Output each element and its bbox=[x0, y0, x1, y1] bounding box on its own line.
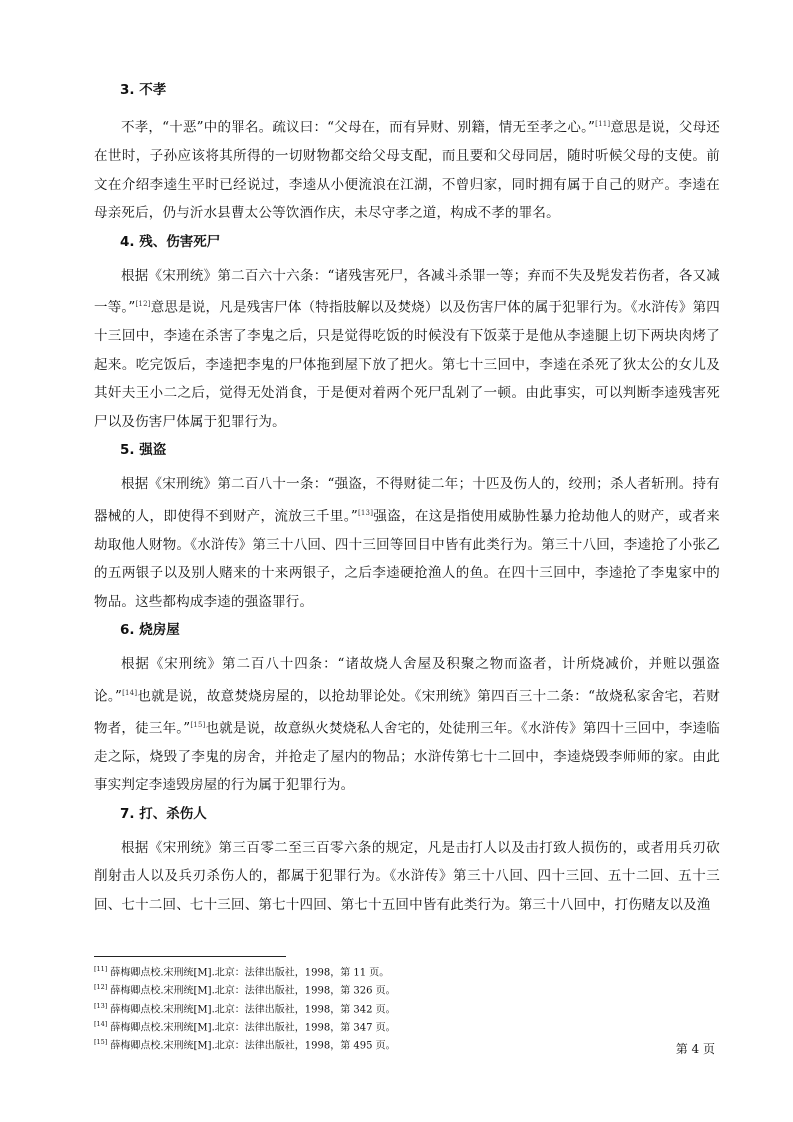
paragraph-text: 根据《宋刑统》第三百零二至三百零六条的规定，凡是击打人以及击打致人损伤的，或者用兵刃砍削射击人以及兵刃杀伤人的，都属于犯罪行为。《水浒传》第三十八回、四十三回、五十二回、五十三回、七十二回、七十三回、第七十四回、第七十五回中皆有此类行为。第三十八回中，打伤赌友以及渔 bbox=[94, 839, 720, 913]
footnote-number: [12] bbox=[94, 983, 108, 992]
paragraph-text: 强盗，在这是指使用威胁性暴力抢劫他人的财产，或者来劫取他人财物。《水浒传》第三十八回、四十三回等回目中皆有此类行为。第三十八回，李逵抢了小张乙的五两银子以及别人赌来的十来两银子，之后李逵硬抢渔人的鱼。在四十三回中，李逵抢了李鬼家中的物品。这些都构成李逵的强盗罪行。 bbox=[94, 508, 720, 610]
footnote bbox=[94, 1017, 714, 1035]
paragraph-text: 也就是说，故意焚烧房屋的，以抢劫罪论处。《宋刑统》第四百三十二条：“故烧私家舍宅，若财物者，徒三年。” bbox=[94, 688, 720, 736]
paragraph-text: 意思是说，凡是残害尸体（特指肢解以及焚烧）以及伤害尸体的属于犯罪行为。《水浒传》第四十三回中，李逵在杀害了李鬼之后，只是觉得吃饭的时候没有下饭菜于是他从李逵腿上切下两块肉烤了起来。吃完饭后，李逵把李鬼的尸体拖到屋下放了把火。第七十三回中，李逵在杀死了狄太公的女儿及其奸夫王小二之后，觉得无处消食，于是便对着两个死尸乱剁了一顿。由此事实，可以判断李逵残害死尸以及伤害尸体属于犯罪行为。 bbox=[94, 299, 720, 430]
paragraph-text: 根据《宋刑统》第二百八十四条：“诸故烧人舍屋及积聚之物而盗者，计所烧减价，并赃以强盗论。” bbox=[94, 656, 720, 704]
section-heading: 6. 烧房屋 bbox=[120, 622, 180, 638]
footnotes bbox=[94, 962, 714, 1054]
section-heading: 4. 残、伤害死尸 bbox=[120, 233, 221, 250]
section-heading: 3. 不孝 bbox=[120, 82, 167, 98]
body-paragraph bbox=[94, 110, 720, 228]
paragraph-text: 意思是说，父母还在世时，子孙应该将其所得的一切财物都交给父母支配，而且要和父母同居，随时听候父母的支使。前文在介绍李逵生平时已经说过，李逵从小便流浪在江湖，不曾归家，同时拥有属于自己的财产。李逵在母亲死后，仍与沂水县曹太公等饮酒作庆，未尽守孝之道，构成不孝的罪名。 bbox=[94, 119, 720, 221]
footnote-reference: [14] bbox=[122, 688, 138, 697]
footnote-reference: [12] bbox=[135, 300, 151, 308]
body-paragraph bbox=[94, 262, 720, 437]
footnote-number: [14] bbox=[94, 1019, 108, 1028]
page-number: 第 4 页 bbox=[675, 1042, 715, 1056]
section-heading: 5. 强盗 bbox=[120, 442, 167, 458]
footnote-reference: [13] bbox=[357, 508, 374, 517]
footnote-reference: [11] bbox=[595, 120, 611, 128]
section-heading: 7. 打、杀伤人 bbox=[120, 805, 207, 822]
footnote-text: 薛梅卿点校.宋刑统[M].北京：法律出版社，1998，第 326 页。 bbox=[110, 985, 396, 997]
body-paragraph bbox=[94, 650, 720, 800]
paragraph-text: 根据《宋刑统》第二百六十六条：“诸残害死尸，各减斗杀罪一等；弃而不失及髡发若伤者，各又减一等。” bbox=[94, 267, 720, 316]
document-body bbox=[94, 80, 720, 923]
body-paragraph bbox=[94, 470, 720, 616]
footnote-reference: [15] bbox=[190, 720, 206, 729]
footnote-number: [15] bbox=[94, 1038, 108, 1047]
body-paragraph bbox=[94, 834, 720, 920]
footnote bbox=[94, 980, 714, 998]
footnote-text: 薛梅卿点校.宋刑统[M].北京：法律出版社，1998，第 11 页。 bbox=[110, 967, 390, 979]
footnote-divider bbox=[94, 956, 286, 957]
paragraph-text: 根据《宋刑统》第二百八十一条：“强盗，不得财徒二年；十匹及伤人的，绞刑；杀人者斩刑。持有器械的人，即使得不到财产，流放三千里。” bbox=[94, 476, 720, 524]
footnote bbox=[94, 999, 714, 1017]
footnote-number: [11] bbox=[94, 965, 108, 973]
footnote bbox=[94, 1035, 714, 1053]
footnote bbox=[94, 962, 714, 980]
paragraph-text: 也就是说，故意纵火焚烧私人舍宅的，处徒刑三年。《水浒传》第四十三回中，李逵临走之际，烧毁了李鬼的房舍，并抢走了屋内的物品；水浒传第七十二回中，李逵烧毁李师师的家。由此事实判定李逵毁房屋的行为属于犯罪行为。 bbox=[94, 720, 720, 793]
footnote-text: 薛梅卿点校.宋刑统[M].北京：法律出版社，1998，第 342 页。 bbox=[110, 1003, 396, 1015]
footnote-text: 薛梅卿点校.宋刑统[M].北京：法律出版社，1998，第 495 页。 bbox=[110, 1040, 396, 1052]
paragraph-text: 不孝，“十恶”中的罪名。疏议曰：“父母在，而有异财、别籍，情无至孝之心。” bbox=[121, 119, 596, 136]
footnote-text: 薛梅卿点校.宋刑统[M].北京：法律出版社，1998，第 347 页。 bbox=[110, 1022, 396, 1034]
footnote-number: [13] bbox=[94, 1001, 108, 1010]
